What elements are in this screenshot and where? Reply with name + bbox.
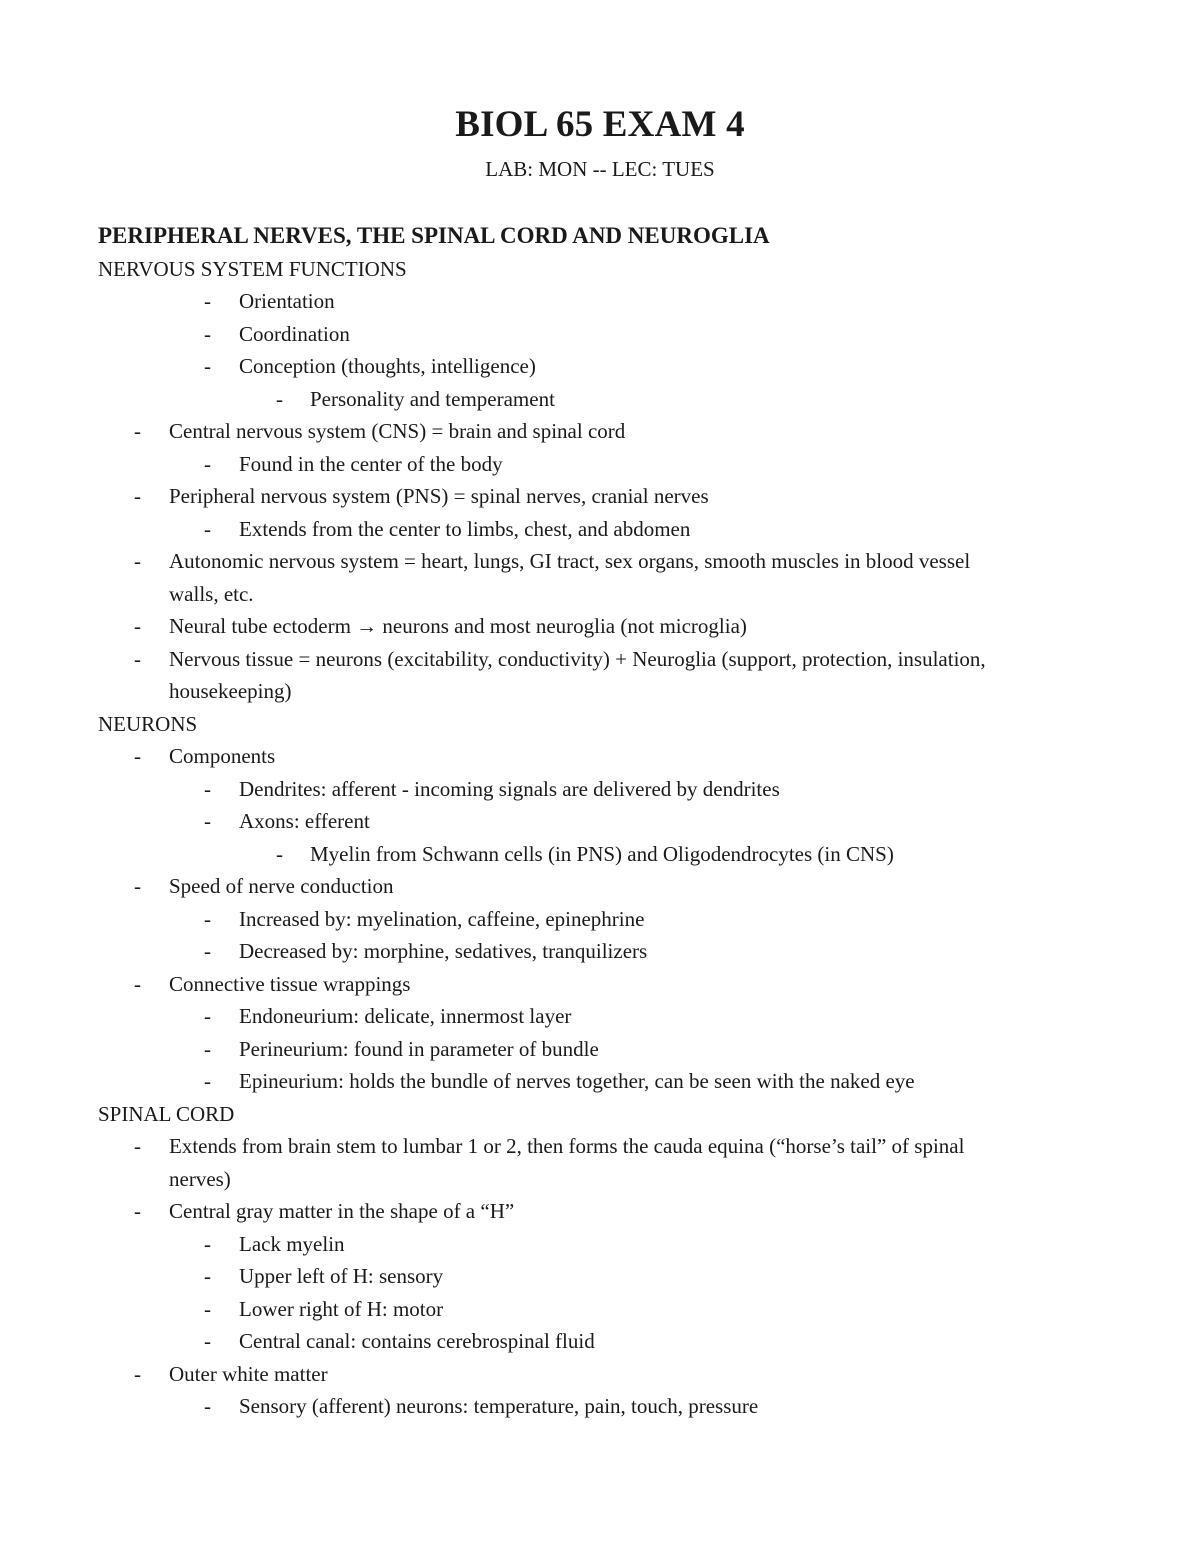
list-item bbox=[0, 1000, 1200, 1033]
bullet-text: Axons: efferent bbox=[239, 809, 370, 833]
bullet-text: Sensory (afferent) neurons: temperature, pain, touch, pressure bbox=[239, 1394, 759, 1418]
bullet-dash: - bbox=[276, 386, 283, 411]
subsection-heading: NERVOUS SYSTEM FUNCTIONS bbox=[98, 256, 407, 281]
list-item bbox=[0, 1195, 1200, 1228]
bullet-dash: - bbox=[204, 776, 211, 801]
bullet-dash: - bbox=[204, 516, 211, 541]
bullet-dash: - bbox=[204, 1231, 211, 1256]
list-item bbox=[0, 350, 1200, 383]
bullet-text: Nervous tissue = neurons (excitability, conductivity) + Neuroglia (support, protection, insulation, bbox=[169, 646, 986, 671]
bullet-dash: - bbox=[204, 1036, 211, 1061]
bullet-text: housekeeping) bbox=[169, 679, 292, 703]
list-item bbox=[0, 903, 1200, 936]
bullet-dash: - bbox=[204, 906, 211, 931]
list-item bbox=[0, 318, 1200, 351]
bullet-text: Coordination bbox=[239, 321, 350, 346]
bullet-dash: - bbox=[204, 1329, 211, 1353]
list-item bbox=[0, 935, 1200, 968]
bullet-text: Central nervous system (CNS) = brain and spinal cord bbox=[169, 419, 626, 443]
list-item bbox=[0, 513, 1200, 546]
bullet-text: Autonomic nervous system = heart, lungs, GI tract, sex organs, smooth muscles in blood vessel bbox=[169, 549, 971, 573]
bullet-text: Conception (thoughts, intelligence) bbox=[239, 354, 536, 378]
list-item bbox=[0, 448, 1200, 481]
list-item bbox=[0, 415, 1200, 448]
list-item bbox=[0, 740, 1200, 773]
bullet-text: Outer white matter bbox=[169, 1361, 328, 1386]
bullet-dash: - bbox=[134, 1134, 141, 1158]
list-item bbox=[0, 643, 1200, 676]
bullet-text: Lack myelin bbox=[239, 1231, 345, 1256]
bullet-text: Extends from brain stem to lumbar 1 or 2, then forms the cauda equina (“horse’s tail” of spinal bbox=[169, 1134, 965, 1158]
bullet-dash: - bbox=[204, 809, 211, 833]
bullet-dash: - bbox=[134, 614, 141, 638]
bullet-text: walls, etc. bbox=[169, 581, 254, 606]
list-item bbox=[0, 773, 1200, 806]
document-subtitle: LAB: MON -- LEC: TUES bbox=[485, 157, 715, 181]
list-item bbox=[0, 870, 1200, 903]
bullet-text: Epineurium: holds the bundle of nerves together, can be seen with the naked eye bbox=[239, 1069, 915, 1093]
document-title: BIOL 65 EXAM 4 bbox=[455, 104, 745, 145]
bullet-dash: - bbox=[204, 321, 211, 346]
bullet-text: Lower right of H: motor bbox=[239, 1296, 444, 1321]
list-item bbox=[0, 1228, 1200, 1261]
bullet-text: Neural tube ectoderm → neurons and most neuroglia (not microglia) bbox=[169, 614, 747, 638]
bullet-dash: - bbox=[134, 744, 141, 768]
bullet-dash: - bbox=[204, 354, 211, 378]
list-item bbox=[0, 968, 1200, 1001]
bullet-text: Central canal: contains cerebrospinal fluid bbox=[239, 1329, 595, 1353]
list-item bbox=[0, 1358, 1200, 1391]
bullet-text: Personality and temperament bbox=[310, 386, 555, 411]
section-heading: PERIPHERAL NERVES, THE SPINAL CORD AND NEUROGLIA bbox=[98, 223, 770, 248]
bullet-text: nerves) bbox=[169, 1166, 231, 1191]
bullet-text: Perineurium: found in parameter of bundle bbox=[239, 1036, 599, 1061]
list-item bbox=[0, 1293, 1200, 1326]
bullet-continuation bbox=[0, 1163, 1200, 1196]
list-item bbox=[0, 1390, 1200, 1423]
bullet-dash: - bbox=[204, 289, 211, 313]
bullet-dash: - bbox=[204, 1296, 211, 1321]
bullet-text: Central gray matter in the shape of a “H” bbox=[169, 1199, 515, 1223]
list-item bbox=[0, 1130, 1200, 1163]
list-item bbox=[0, 610, 1200, 643]
bullet-dash: - bbox=[276, 841, 283, 866]
bullet-dash: - bbox=[134, 419, 141, 443]
bullet-text: Upper left of H: sensory bbox=[239, 1264, 444, 1288]
bullet-text: Increased by: myelination, caffeine, epinephrine bbox=[239, 906, 645, 931]
bullet-text: Peripheral nervous system (PNS) = spinal nerves, cranial nerves bbox=[169, 484, 709, 508]
bullet-dash: - bbox=[204, 1069, 211, 1093]
bullet-dash: - bbox=[134, 646, 141, 671]
notes-body bbox=[0, 220, 1200, 1423]
bullet-text: Extends from the center to limbs, chest, and abdomen bbox=[239, 516, 691, 541]
bullet-dash: - bbox=[134, 549, 141, 573]
bullet-dash: - bbox=[204, 1394, 211, 1418]
bullet-dash: - bbox=[134, 1199, 141, 1223]
subsection-heading: SPINAL CORD bbox=[98, 1101, 235, 1126]
bullet-dash: - bbox=[204, 451, 211, 476]
list-item bbox=[0, 545, 1200, 578]
list-item bbox=[0, 480, 1200, 513]
list-item bbox=[0, 1033, 1200, 1066]
bullet-dash: - bbox=[134, 1361, 141, 1386]
bullet-text: Dendrites: afferent - incoming signals are delivered by dendrites bbox=[239, 776, 780, 801]
bullet-dash: - bbox=[204, 1004, 211, 1028]
list-item bbox=[0, 1065, 1200, 1098]
bullet-continuation bbox=[0, 675, 1200, 708]
bullet-dash: - bbox=[204, 939, 211, 963]
bullet-dash: - bbox=[134, 971, 141, 996]
bullet-text: Components bbox=[169, 744, 276, 768]
bullet-text: Found in the center of the body bbox=[239, 451, 503, 476]
bullet-text: Endoneurium: delicate, innermost layer bbox=[239, 1004, 572, 1028]
bullet-text: Myelin from Schwann cells (in PNS) and Oligodendrocytes (in CNS) bbox=[310, 841, 894, 866]
bullet-dash: - bbox=[134, 874, 141, 898]
bullet-dash: - bbox=[134, 484, 141, 508]
list-item bbox=[0, 383, 1200, 416]
list-item bbox=[0, 805, 1200, 838]
bullet-text: Decreased by: morphine, sedatives, tranquilizers bbox=[239, 939, 648, 963]
bullet-text: Orientation bbox=[239, 289, 335, 313]
bullet-continuation bbox=[0, 578, 1200, 611]
bullet-text: Connective tissue wrappings bbox=[169, 971, 411, 996]
bullet-dash: - bbox=[204, 1264, 211, 1288]
bullet-text: Speed of nerve conduction bbox=[169, 874, 394, 898]
list-item bbox=[0, 1325, 1200, 1358]
list-item bbox=[0, 838, 1200, 871]
subsection-heading: NEURONS bbox=[98, 711, 198, 736]
list-item bbox=[0, 285, 1200, 318]
list-item bbox=[0, 1260, 1200, 1293]
